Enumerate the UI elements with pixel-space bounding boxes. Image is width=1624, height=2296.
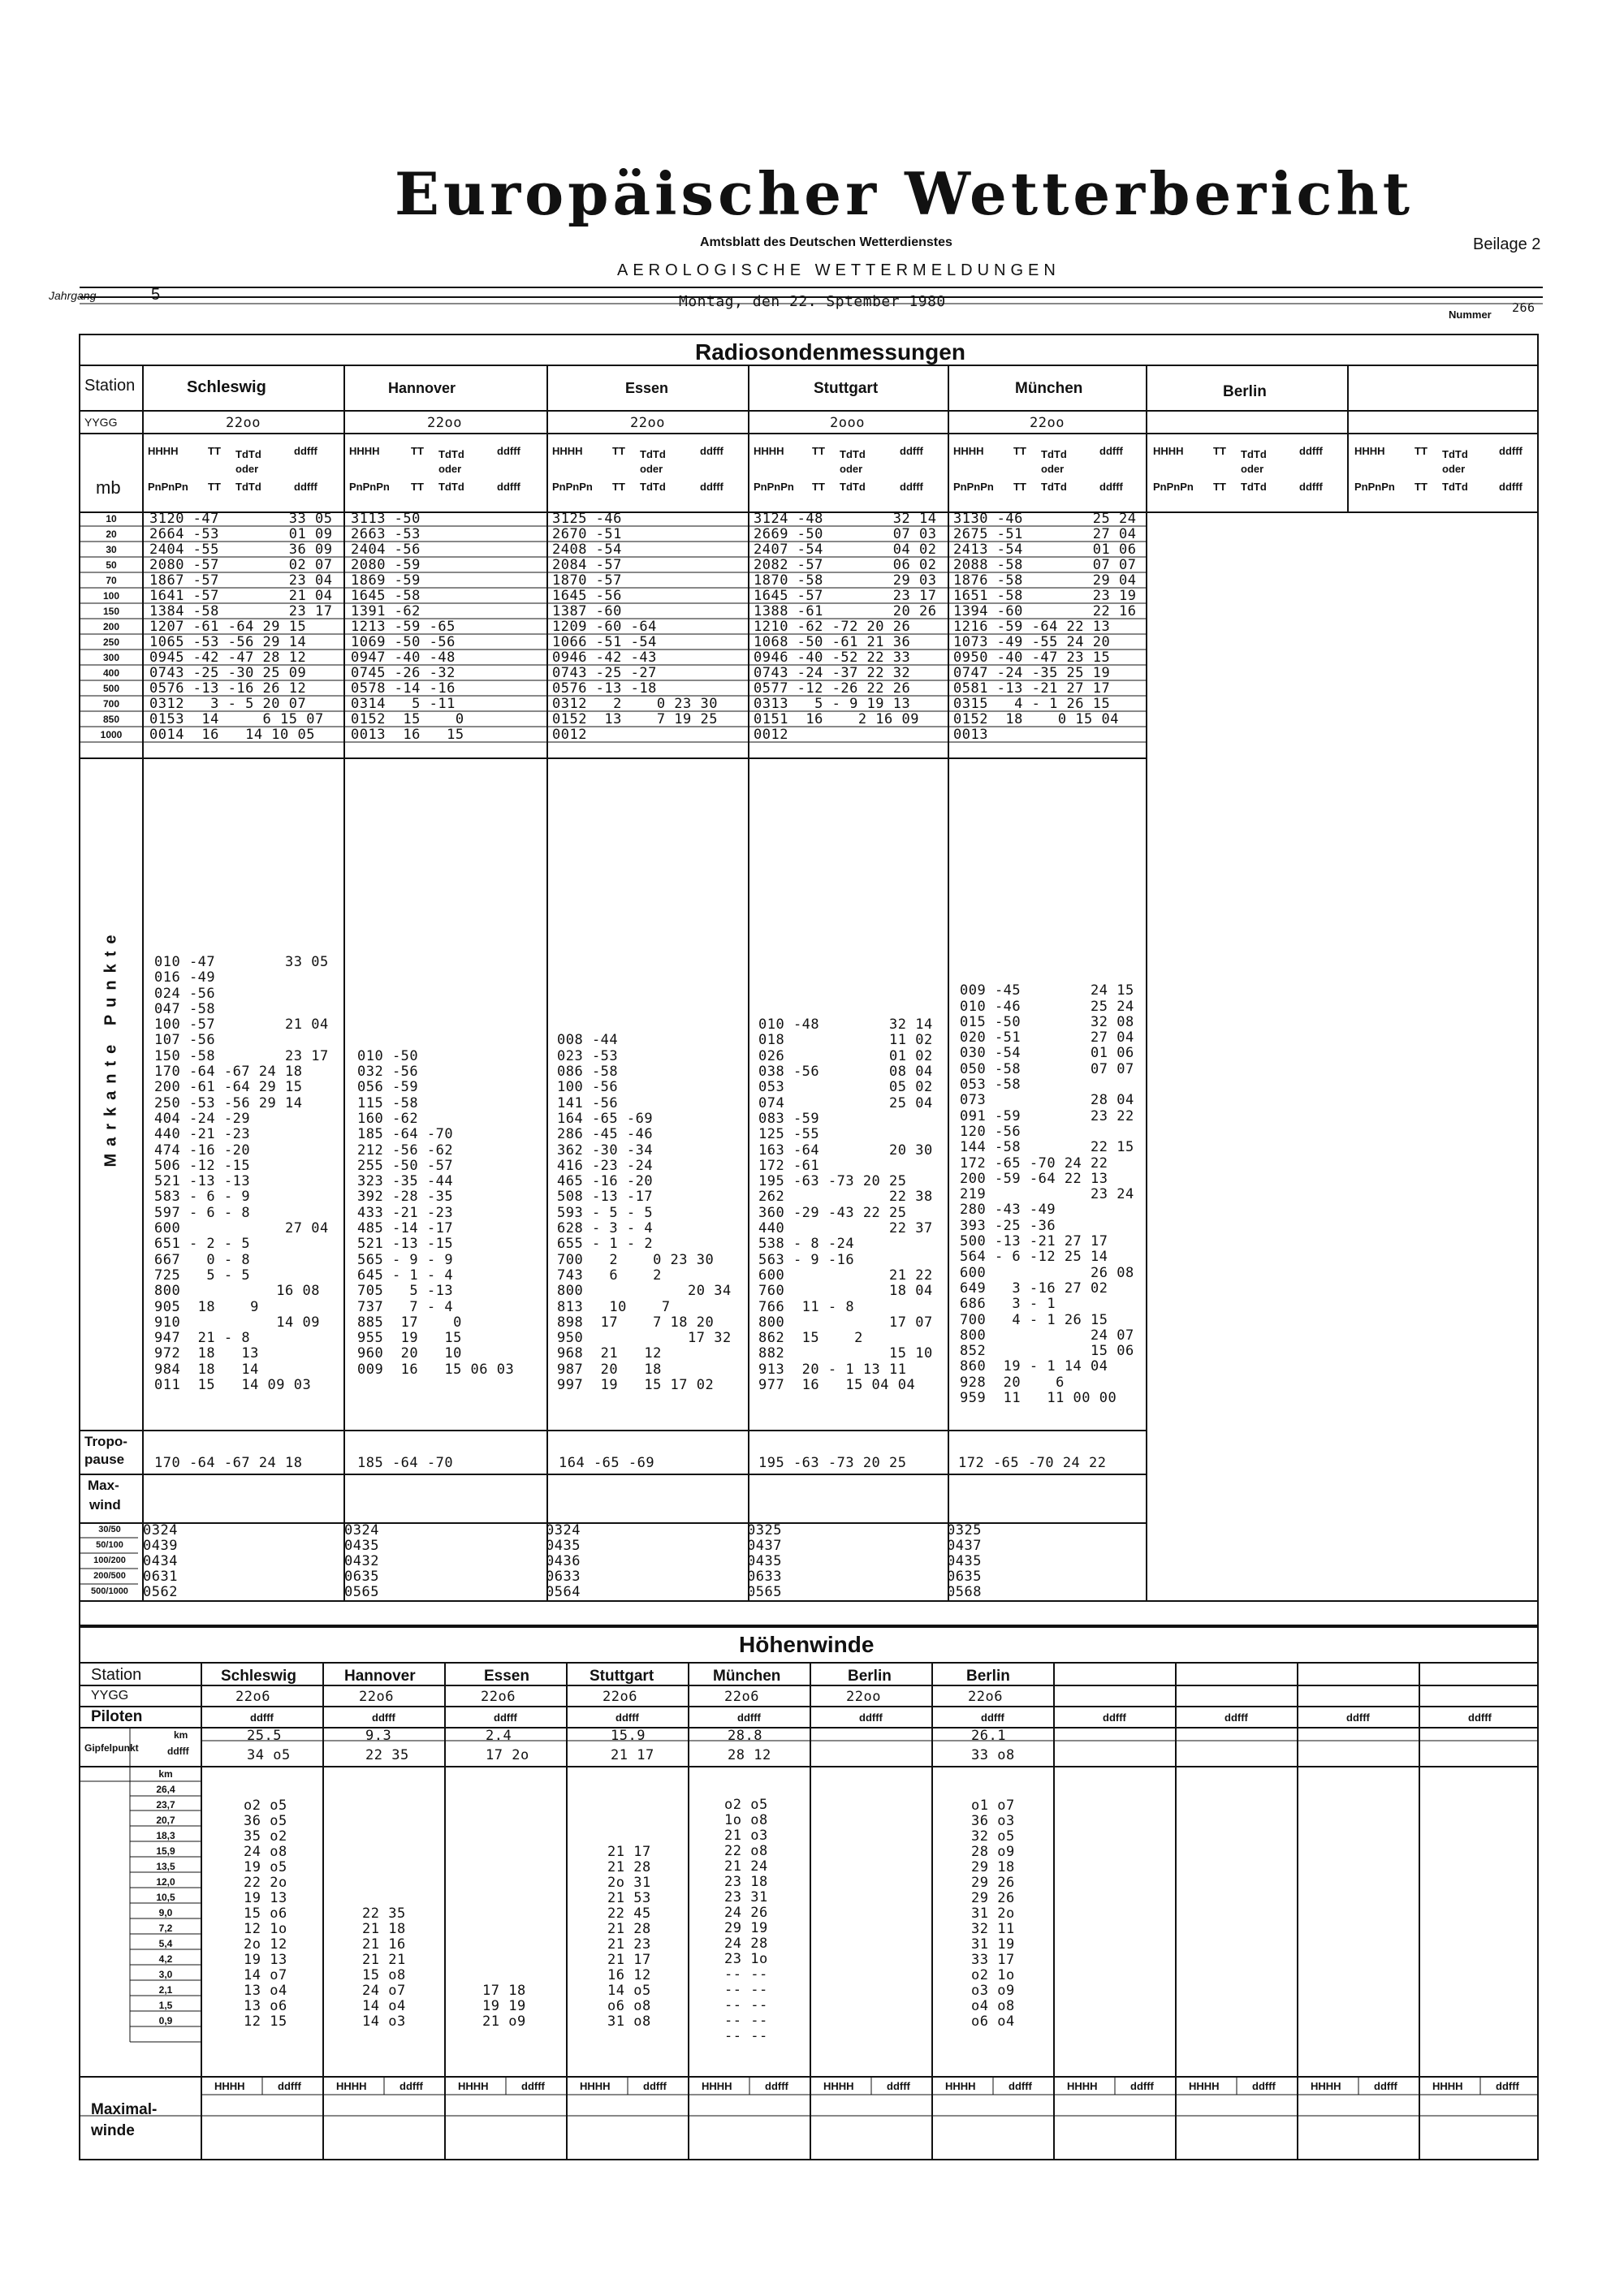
yygg-muenchen: 22oo	[1030, 415, 1065, 431]
col-head-oder: oder	[640, 463, 663, 475]
col-head-tt2: TT	[411, 481, 424, 493]
hw-col-stuttgart: 21 17 21 28 2o 31 21 53 22 45 21 28 21 23 21 17 16 12 14 o5 o6 o8 31 o8	[607, 1844, 651, 2030]
hw-ddfff-head: ddfff	[981, 1711, 1004, 1724]
level-label: 50	[106, 559, 117, 571]
hw-ddfff-head: ddfff	[1103, 1711, 1126, 1724]
hw-col-berlin-2: o1 o7 36 o3 32 o5 28 o9 29 18 29 26 29 26 31 2o 32 11 31 19 33 17 o2 1o o3 o9 o4 o8 o6 o4	[971, 1798, 1015, 2030]
col-head-ddfff: ddfff	[294, 445, 317, 457]
col-head-hhhh: HHHH	[1153, 445, 1184, 457]
col-head-tt: TT	[411, 445, 424, 457]
maxwind-essen: 0324 0435 0436 0633 0564	[546, 1522, 581, 1600]
hw-ddfff-head: ddfff	[372, 1711, 395, 1724]
col-head-oder: oder	[235, 463, 259, 475]
km-level: 7,2	[158, 1923, 173, 1934]
col-head-ddfff2: ddfff	[1499, 481, 1522, 493]
hw-yygg-berlin-2: 22o6	[968, 1689, 1003, 1705]
col-head-tt2: TT	[612, 481, 625, 493]
level-label: 250	[102, 637, 120, 648]
gipfel-dd-schleswig: 34 o5	[247, 1747, 291, 1763]
col-head-ddfff2: ddfff	[1099, 481, 1123, 493]
km-level: 3,0	[158, 1969, 173, 1980]
km-level: 9,0	[158, 1907, 173, 1918]
hw-piloten-label: Piloten	[91, 1708, 143, 1725]
mw-hhhh: HHHH	[702, 2080, 732, 2092]
hw-yygg-muenchen: 22o6	[724, 1689, 759, 1705]
mw-hhhh: HHHH	[1432, 2080, 1463, 2092]
gipfelpunkt-label: Gipfelpunkt	[84, 1742, 139, 1754]
markante-punkte-label: Markante Punkte	[102, 927, 120, 1167]
col-head-tdtd: TdTd	[840, 448, 866, 460]
markante-data-schleswig: 010 -47 33 05 016 -49 024 -56 047 -58 100 -57 21 04 107 -56 150 -58 23 17 170 -64 -67 24 18 200 -61 -64 29 15 250 -53 -56 29 14 404 -24 -29 440 -21 -23 474 -16 -20 506 -12 -15 521 -13 -13 583 - 6 - 9 597 - 6 - 8 600 27 04 651 - 2 - 5 667 0 - 8 725 5 - 5 800 16 08 905 18 9 910 14 09 947 21 - 8 972 18 13 984 18 14 011 15 14 09 03	[154, 954, 329, 1394]
col-head-tt2: TT	[208, 481, 221, 493]
hw-station-label: Station	[91, 1666, 142, 1684]
mw-hhhh: HHHH	[1067, 2080, 1098, 2092]
level-label: 200	[102, 621, 120, 632]
markante-data-essen: 008 -44 023 -53 086 -58 100 -56 141 -56 164 -65 -69 286 -45 -46 362 -30 -34 416 -23 -24 465 -16 -20 508 -13 -17 593 - 5 - 5 628 - 3 - 4 655 - 1 - 2 700 2 0 23 30 743 6 2 800 20 34 813 10 7 898 17 7 18 20 950 17 32 968 21 12 987 20 18 997 19 15 17 02	[557, 1032, 732, 1394]
station-muenchen: München	[1015, 380, 1083, 397]
km-level: 4,2	[158, 1953, 173, 1965]
mb-label: mb	[96, 477, 121, 498]
mw-hhhh: HHHH	[1189, 2080, 1220, 2092]
std-data-essen: 3125 -46 2670 -51 2408 -54 2084 -57 1870 -57 1645 -56 1387 -60 1209 -60 -64 1066 -51 -54 0946 -42 -43 0743 -25 -27 0576 -13 -18 0312 2 0 23 30 0152 13 7 19 25 0012	[552, 511, 718, 743]
hw-yygg-stuttgart: 22o6	[603, 1689, 637, 1705]
mw-ddfff: ddfff	[1252, 2080, 1276, 2092]
yygg-stuttgart: 2ooo	[830, 415, 865, 431]
hw-station-essen: Essen	[484, 1668, 529, 1685]
maximalwinde-label-1: Maximal-	[91, 2101, 158, 2118]
col-head-ddfff: ddfff	[1099, 445, 1123, 457]
volume-value: 5	[151, 286, 161, 304]
mw-ddfff: ddfff	[1374, 2080, 1397, 2092]
issue-date: Montag, den 22. Sptember 1980	[679, 293, 946, 310]
markante-data-stuttgart: 010 -48 32 14 018 11 02 026 01 02 038 -56 08 04 053 05 02 074 25 04 083 -59 125 -55 163 -64 20 30 172 -61 195 -63 -73 20 25 262 22 38 360 -29 -43 22 25 440 22 37 538 - 8 -24 563 - 9 -16 600 21 22 760 18 04 766 11 - 8 800 17 07 862 15 2 882 15 10 913 20 - 1 13 11 977 16 15 04 04	[758, 1016, 933, 1394]
gipfel-dd-hannover: 22 35	[365, 1747, 409, 1763]
col-head-hhhh: HHHH	[953, 445, 984, 457]
col-head-oder: oder	[1442, 463, 1466, 475]
mw-ddfff: ddfff	[400, 2080, 423, 2092]
km-head: km	[158, 1768, 173, 1780]
km-level: 5,4	[158, 1938, 173, 1949]
col-head-tt2: TT	[1415, 481, 1427, 493]
col-head-tdtd2: TdTd	[1241, 481, 1267, 493]
std-data-stuttgart: 3124 -48 32 14 2669 -50 07 03 2407 -54 04 02 2082 -57 06 02 1870 -58 29 03 1645 -57 23 17 1388 -61 20 26 1210 -62 -72 20 26 1068 -50 -61 21 36 0946 -40 -52 22 33 0743 -24 -37 22 32 0577 -12 -26 22 26 0313 5 - 9 19 13 0151 16 2 16 09 0012	[754, 511, 937, 743]
col-head-tdtd: TdTd	[1241, 448, 1267, 460]
col-head-pn: PnPnPn	[754, 481, 794, 493]
gipfel-dd-muenchen: 28 12	[728, 1747, 771, 1763]
col-head-oder: oder	[1241, 463, 1264, 475]
gipfel-km-essen: 2.4	[486, 1728, 512, 1744]
col-head-tdtd2: TdTd	[438, 481, 464, 493]
tropo-muenchen: 172 -65 -70 24 22	[958, 1455, 1107, 1471]
gipfel-dd-essen: 17 2o	[486, 1747, 529, 1763]
km-level: 1,5	[158, 2000, 173, 2011]
level-label: 850	[102, 714, 120, 725]
hw-col-muenchen: o2 o5 1o o8 21 o3 22 o8 21 24 23 18 23 31 24 26 29 19 24 28 23 1o -- -- -- -- -- -- -- -- -- --	[724, 1797, 768, 2044]
hw-ddfff-head: ddfff	[859, 1711, 883, 1724]
km-level: 12,0	[156, 1876, 175, 1888]
col-head-tdtd: TdTd	[438, 448, 464, 460]
hw-col-schleswig: o2 o5 36 o5 35 o2 24 o8 19 o5 22 2o 19 13 15 o6 12 1o 2o 12 19 13 14 o7 13 o4 13 o6 12 15	[244, 1798, 287, 2030]
mw-ddfff: ddfff	[278, 2080, 301, 2092]
hw-station-schleswig: Schleswig	[221, 1668, 296, 1685]
col-head-hhhh: HHHH	[349, 445, 380, 457]
km-level: 15,9	[156, 1845, 175, 1857]
hw-ddfff-head: ddfff	[250, 1711, 274, 1724]
mw-hhhh: HHHH	[336, 2080, 367, 2092]
station-essen: Essen	[625, 380, 669, 396]
maxwind-muenchen: 0325 0437 0435 0635 0568	[947, 1522, 982, 1600]
hoehenwinde-title: Höhenwinde	[739, 1632, 875, 1657]
maxwind-level: 500/1000	[91, 1586, 128, 1596]
hw-yygg-berlin: 22oo	[846, 1689, 881, 1705]
maxwind-schleswig: 0324 0439 0434 0631 0562	[143, 1522, 178, 1600]
page-title: Europäischer Wetterbericht	[395, 159, 1414, 228]
col-head-tt2: TT	[1213, 481, 1226, 493]
km-level: 10,5	[156, 1892, 175, 1903]
level-label: 150	[102, 606, 120, 617]
col-head-pn: PnPnPn	[1354, 481, 1395, 493]
std-data-schleswig: 3120 -47 33 05 2664 -53 01 09 2404 -55 36 09 2080 -57 02 07 1867 -57 23 04 1641 -57 21 04 1384 -58 23 17 1207 -61 -64 29 15 1065 -53 -56 29 14 0945 -42 -47 28 12 0743 -25 -30 25 09 0576 -13 -16 26 12 0312 3 - 5 20 07 0153 14 6 15 07 0014 16 14 10 05	[149, 511, 333, 743]
mw-hhhh: HHHH	[580, 2080, 611, 2092]
col-head-tt: TT	[1013, 445, 1026, 457]
tropo-stuttgart: 195 -63 -73 20 25	[758, 1455, 907, 1471]
hw-station-muenchen: München	[713, 1668, 781, 1685]
km-level: 26,4	[156, 1784, 175, 1795]
mw-ddfff: ddfff	[1496, 2080, 1519, 2092]
col-head-tt: TT	[612, 445, 625, 457]
level-label: 20	[106, 529, 117, 540]
maxwind-level: 30/50	[98, 1525, 121, 1534]
mw-ddfff: ddfff	[521, 2080, 545, 2092]
gipfel-km-unit: km	[174, 1729, 188, 1741]
hw-ddfff-head: ddfff	[1468, 1711, 1492, 1724]
col-head-oder: oder	[438, 463, 462, 475]
gipfel-km-stuttgart: 15.9	[611, 1728, 646, 1744]
col-head-ddfff2: ddfff	[294, 481, 317, 493]
col-head-tdtd: TdTd	[640, 448, 666, 460]
col-head-ddfff: ddfff	[1299, 445, 1323, 457]
maxwind-level: 200/500	[93, 1571, 126, 1581]
col-head-tt: TT	[1213, 445, 1226, 457]
station-berlin: Berlin	[1223, 383, 1267, 400]
hw-yygg-schleswig: 22o6	[235, 1689, 270, 1705]
yygg-hannover: 22oo	[427, 415, 462, 431]
mw-ddfff: ddfff	[1130, 2080, 1154, 2092]
gipfel-km-hannover: 9.3	[365, 1728, 392, 1744]
tropo-hannover: 185 -64 -70	[357, 1455, 454, 1471]
page-subtitle: Amtsblatt des Deutschen Wetterdienstes	[700, 235, 952, 249]
radiosonde-title: Radiosondenmessungen	[695, 339, 965, 365]
col-head-tdtd: TdTd	[235, 448, 261, 460]
col-head-tt2: TT	[812, 481, 825, 493]
tropopause-label-1: Tropo-	[84, 1434, 127, 1449]
col-head-tdtd2: TdTd	[1041, 481, 1067, 493]
mw-ddfff: ddfff	[765, 2080, 788, 2092]
col-head-ddfff: ddfff	[700, 445, 723, 457]
gipfel-dd-berlin-2: 33 o8	[971, 1747, 1015, 1763]
number-value: 266	[1512, 300, 1535, 315]
col-head-tt: TT	[1415, 445, 1427, 457]
col-head-ddfff: ddfff	[497, 445, 520, 457]
col-head-pn: PnPnPn	[349, 481, 390, 493]
col-head-pn: PnPnPn	[1153, 481, 1194, 493]
col-head-ddfff: ddfff	[900, 445, 923, 457]
maxwind-level: 50/100	[96, 1540, 123, 1550]
tropo-essen: 164 -65 -69	[559, 1455, 655, 1471]
level-label: 300	[102, 652, 120, 663]
std-data-hannover: 3113 -50 2663 -53 2404 -56 2080 -59 1869 -59 1645 -58 1391 -62 1213 -59 -65 1069 -50 -56 0947 -40 -48 0745 -26 -32 0578 -14 -16 0314 5 -11 0152 15 0 0013 16 15	[351, 511, 464, 743]
section-title: AEROLOGISCHE WETTERMELDUNGEN	[617, 261, 1060, 279]
station-schleswig: Schleswig	[187, 378, 266, 396]
hw-station-hannover: Hannover	[344, 1668, 416, 1685]
col-head-hhhh: HHHH	[148, 445, 179, 457]
hw-col-essen: 17 18 19 19 21 o9	[482, 1983, 526, 2030]
number-label: Nummer	[1449, 309, 1492, 321]
hw-ddfff-head: ddfff	[737, 1711, 761, 1724]
hw-station-stuttgart: Stuttgart	[590, 1668, 654, 1685]
mw-ddfff: ddfff	[1009, 2080, 1032, 2092]
maxwind-hannover: 0324 0435 0432 0635 0565	[344, 1522, 379, 1600]
km-level: 18,3	[156, 1830, 175, 1841]
level-label: 30	[106, 544, 117, 555]
col-head-tt2: TT	[1013, 481, 1026, 493]
supplement-label: Beilage 2	[1473, 235, 1541, 253]
col-head-tt: TT	[208, 445, 221, 457]
col-head-tt: TT	[812, 445, 825, 457]
hw-yygg-label: YYGG	[91, 1689, 129, 1703]
col-head-pn: PnPnPn	[552, 481, 593, 493]
mw-hhhh: HHHH	[214, 2080, 245, 2092]
col-head-ddfff2: ddfff	[1299, 481, 1323, 493]
mw-ddfff: ddfff	[643, 2080, 667, 2092]
col-head-ddfff2: ddfff	[497, 481, 520, 493]
hw-col-hannover: 22 35 21 18 21 16 21 21 15 o8 24 o7 14 o4 14 o3	[362, 1905, 406, 2030]
col-head-hhhh: HHHH	[754, 445, 784, 457]
markante-data-hannover: 010 -50 032 -56 056 -59 115 -58 160 -62 185 -64 -70 212 -56 -62 255 -50 -57 323 -35 -44 392 -28 -35 433 -21 -23 485 -14 -17 521 -13 -15 565 - 9 - 9 645 - 1 - 4 705 5 -13 737 7 - 4 885 17 0 955 19 15 960 20 10 009 16 15 06 03	[357, 1047, 515, 1378]
level-label: 700	[102, 698, 120, 710]
mw-ddfff: ddfff	[887, 2080, 910, 2092]
maxwind-stuttgart: 0325 0437 0435 0633 0565	[747, 1522, 782, 1600]
col-head-hhhh: HHHH	[552, 445, 583, 457]
hw-station-berlin-2: Berlin	[966, 1668, 1010, 1685]
maxwind-label-2: wind	[89, 1497, 121, 1513]
level-label: 500	[102, 683, 120, 694]
level-label: 10	[106, 513, 117, 524]
col-head-ddfff2: ddfff	[900, 481, 923, 493]
yygg-schleswig: 22oo	[226, 415, 261, 431]
col-head-tdtd: TdTd	[1041, 448, 1067, 460]
station-stuttgart: Stuttgart	[814, 380, 879, 397]
volume-label: Jahrgang	[49, 289, 97, 302]
level-label: 70	[106, 575, 117, 586]
station-hannover: Hannover	[388, 380, 456, 396]
km-level: 0,9	[158, 2015, 173, 2026]
station-label: Station	[84, 377, 136, 395]
hw-ddfff-head: ddfff	[494, 1711, 517, 1724]
km-level: 23,7	[156, 1799, 175, 1810]
hw-yygg-essen: 22o6	[481, 1689, 516, 1705]
col-head-tdtd2: TdTd	[1442, 481, 1468, 493]
mw-hhhh: HHHH	[1311, 2080, 1341, 2092]
km-level: 13,5	[156, 1861, 175, 1872]
col-head-tdtd2: TdTd	[235, 481, 261, 493]
gipfel-ddfff-unit: ddfff	[167, 1746, 189, 1757]
col-head-tdtd2: TdTd	[640, 481, 666, 493]
col-head-pn: PnPnPn	[953, 481, 994, 493]
km-level: 2,1	[158, 1984, 173, 1996]
gipfel-km-schleswig: 25.5	[247, 1728, 282, 1744]
gipfel-km-muenchen: 28.8	[728, 1728, 762, 1744]
hw-ddfff-head: ddfff	[615, 1711, 639, 1724]
col-head-ddfff2: ddfff	[700, 481, 723, 493]
hw-ddfff-head: ddfff	[1346, 1711, 1370, 1724]
col-head-pn: PnPnPn	[148, 481, 188, 493]
col-head-tdtd: TdTd	[1442, 448, 1468, 460]
col-head-hhhh: HHHH	[1354, 445, 1385, 457]
gipfel-dd-stuttgart: 21 17	[611, 1747, 654, 1763]
col-head-oder: oder	[840, 463, 863, 475]
yygg-essen: 22oo	[630, 415, 665, 431]
col-head-oder: oder	[1041, 463, 1065, 475]
hw-yygg-hannover: 22o6	[359, 1689, 394, 1705]
tropopause-label-2: pause	[84, 1452, 125, 1467]
mw-hhhh: HHHH	[823, 2080, 854, 2092]
gipfel-km-berlin-2: 26.1	[971, 1728, 1006, 1744]
yygg-label: YYGG	[84, 416, 118, 429]
markante-data-muenchen: 009 -45 24 15 010 -46 25 24 015 -50 32 08 020 -51 27 04 030 -54 01 06 050 -58 07 07 053 -58 073 28 04 091 -59 23 22 120 -56 144 -58 22 15 172 -65 -70 24 22 200 -59 -64 22 13 219 23 24 280 -43 -49 393 -25 -36 500 -13 -21 27 17 564 - 6 -12 25 14 600 26 08 649 3 -16 27 02 686 3 - 1 700 4 - 1 26 15 800 24 07 852 15 06 860 19 - 1 14 04 928 20 6 959 11 11 00 00	[960, 982, 1134, 1407]
hw-station-berlin: Berlin	[848, 1668, 892, 1685]
col-head-ddfff: ddfff	[1499, 445, 1522, 457]
level-label: 100	[102, 590, 120, 602]
mw-hhhh: HHHH	[945, 2080, 976, 2092]
km-level: 20,7	[156, 1815, 175, 1826]
maximalwinde-label-2: winde	[91, 2122, 135, 2139]
maxwind-label-1: Max-	[88, 1478, 119, 1493]
tropo-schleswig: 170 -64 -67 24 18	[154, 1455, 303, 1471]
col-head-tdtd2: TdTd	[840, 481, 866, 493]
hw-ddfff-head: ddfff	[1224, 1711, 1248, 1724]
level-label: 400	[102, 667, 120, 679]
std-data-muenchen: 3130 -46 25 24 2675 -51 27 04 2413 -54 01 06 2088 -58 07 07 1876 -58 29 04 1651 -58 23 19 1394 -60 22 16 1216 -59 -64 22 13 1073 -49 -55 24 20 0950 -40 -47 23 15 0747 -24 -35 25 19 0581 -13 -21 27 17 0315 4 - 1 26 15 0152 18 0 15 04 0013	[953, 511, 1137, 743]
mw-hhhh: HHHH	[458, 2080, 489, 2092]
maxwind-level: 100/200	[93, 1556, 126, 1565]
level-label: 1000	[100, 729, 123, 740]
